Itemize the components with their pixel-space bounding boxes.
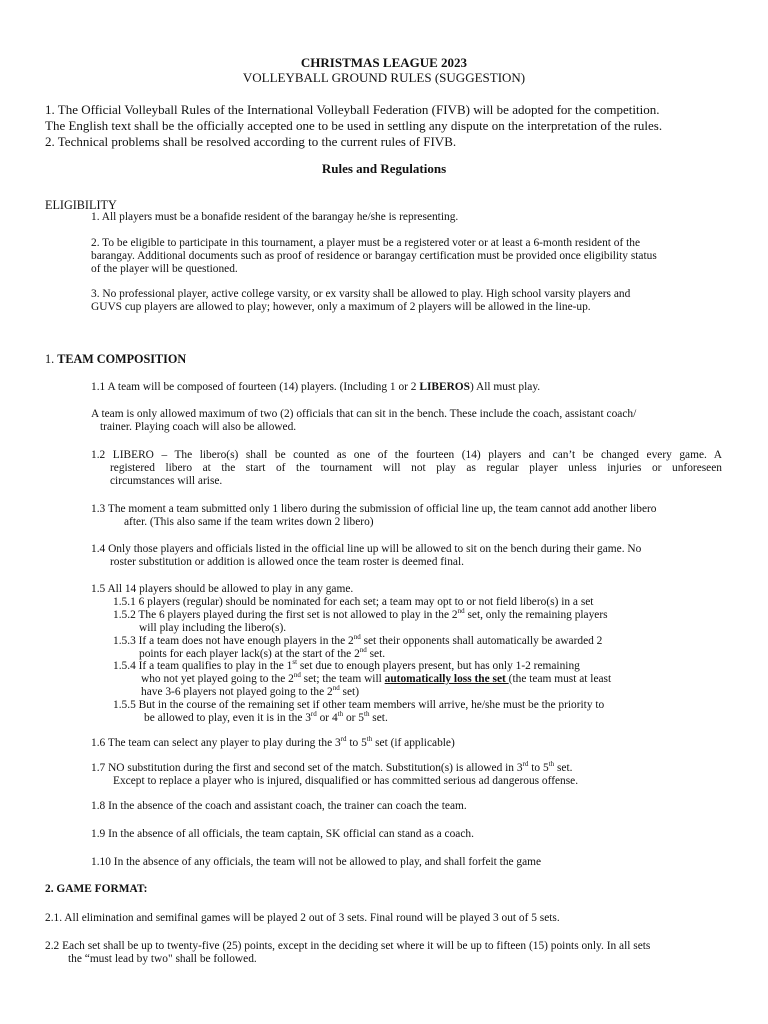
team-composition-heading: 1. TEAM COMPOSITION <box>45 352 187 366</box>
rule-1-7-line-1: 1.7 NO substitution during the first and second set of the match. Substitution(s) is allowed in 3rd to 5th set. <box>91 760 573 774</box>
rule-1-5-4-line-3: have 3-6 players not played going to the 2nd set) <box>141 684 359 698</box>
document-subtitle: VOLLEYBALL GROUND RULES (SUGGESTION) <box>242 70 526 85</box>
rule-1-5-1: 1.5.1 6 players (regular) should be nominated for each set; a team may opt to or not field libero(s) in a set <box>113 596 594 608</box>
rule-2-2-line-1: 2.2 Each set shall be up to twenty-five (25) points, except in the deciding set where it will be up to fifteen (15) points only. In all sets <box>45 940 651 952</box>
rule-1-2-line-1: 1.2 LIBERO – The libero(s) shall be counted as one of the fourteen (14) players and can’t be changed every game. A <box>91 449 722 461</box>
rule-1-5-4-line-1: 1.5.4 If a team qualifies to play in the 1st set due to enough players present, but has only 1-2 remaining <box>113 658 580 672</box>
rule-1-3-line-1: 1.3 The moment a team submitted only 1 libero during the submission of official line up, the team cannot add another libero <box>91 503 657 515</box>
rule-1-5-5-line-1: 1.5.5 But in the course of the remaining set if other team members will arrive, he/she must be the priority to <box>113 699 605 711</box>
rule-1-2-line-2: registered libero at the start of the tournament will not play as regular player unless injuries or unforeseen <box>110 462 722 474</box>
rule-1-5-3-line-1: 1.5.3 If a team does not have enough players in the 2nd set their opponents shall automatically be awarded 2 <box>113 633 603 647</box>
rule-1-7-line-2: Except to replace a player who is injured, disqualified or has committed serious ad dangerous offense. <box>113 775 579 787</box>
rule-2-1: 2.1. All elimination and semifinal games will be played 2 out of 3 sets. Final round will be played 3 out of 5 sets. <box>45 912 560 924</box>
eligibility-item-2-line-2: barangay. Additional documents such as proof of residence or barangay certification must be provided once eligibility status <box>91 250 657 262</box>
intro-line-3: 2. Technical problems shall be resolved according to the current rules of FIVB. <box>45 134 457 149</box>
intro-line-2: The English text shall be the officially accepted one to be used in settling any dispute on the interpretation of the rules. <box>45 118 663 133</box>
rule-1-5-2-line-2: will play including the libero(s). <box>139 622 287 634</box>
intro-line-1: 1. The Official Volleyball Rules of the International Volleyball Federation (FIVB) will be adopted for the competition. <box>45 102 660 117</box>
rule-1-5-4-line-2: who not yet played going to the 2nd set; the team will automatically loss the set (the team must at least <box>141 671 612 685</box>
rules-heading: Rules and Regulations <box>321 161 447 176</box>
rule-1-5: 1.5 All 14 players should be allowed to play in any game. <box>91 583 354 595</box>
rule-1-10: 1.10 In the absence of any officials, the team will not be allowed to play, and shall forfeit the game <box>91 856 542 868</box>
rule-1-4-line-2: roster substitution or addition is allowed once the team roster is deemed final. <box>110 556 464 568</box>
eligibility-item-3-line-2: GUVS cup players are allowed to play; however, only a maximum of 2 players will be allowed in the line-up. <box>91 301 591 313</box>
rule-1-1: 1.1 A team will be composed of fourteen (14) players. (Including 1 or 2 LIBEROS) All must play. <box>91 381 541 393</box>
rule-1-3-line-2: after. (This also same if the team writes down 2 libero) <box>124 516 374 528</box>
game-format-heading: 2. GAME FORMAT: <box>45 883 148 895</box>
eligibility-item-2-line-3: of the player will be questioned. <box>91 263 238 275</box>
rule-1-4-line-1: 1.4 Only those players and officials listed in the official line up will be allowed to sit on the bench during their game. No <box>91 543 642 555</box>
rule-1-5-2-line-1: 1.5.2 The 6 players played during the first set is not allowed to play in the 2nd set, only the remaining players <box>113 607 608 621</box>
eligibility-heading: ELIGIBILITY <box>45 198 117 212</box>
rule-1-5-5-line-2: be allowed to play, even it is in the 3rd or 4th or 5th set. <box>144 710 388 724</box>
rule-1-6: 1.6 The team can select any player to play during the 3rd to 5th set (if applicable) <box>91 735 455 749</box>
rule-1-5-3-line-2: points for each player lack(s) at the start of the 2nd set. <box>139 646 386 660</box>
eligibility-item-1: 1. All players must be a bonafide resident of the barangay he/she is representing. <box>91 211 459 223</box>
document-title: CHRISTMAS LEAGUE 2023 <box>300 55 468 70</box>
eligibility-item-3-line-1: 3. No professional player, active college varsity, or ex varsity shall be allowed to play. High school varsity players and <box>91 288 631 300</box>
officials-line-2: trainer. Playing coach will also be allowed. <box>100 421 297 433</box>
officials-line-1: A team is only allowed maximum of two (2) officials that can sit in the bench. These include the coach, assistant coach/ <box>91 408 637 420</box>
eligibility-item-2-line-1: 2. To be eligible to participate in this tournament, a player must be a registered voter or at least a 6-month resident of the <box>91 237 641 249</box>
rule-1-8: 1.8 In the absence of the coach and assistant coach, the trainer can coach the team. <box>91 800 467 812</box>
rule-1-9: 1.9 In the absence of all officials, the team captain, SK official can stand as a coach. <box>91 828 474 840</box>
rule-2-2-line-2: the “must lead by two" shall be followed. <box>68 953 257 965</box>
rule-1-2-line-3: circumstances will arise. <box>110 475 223 487</box>
